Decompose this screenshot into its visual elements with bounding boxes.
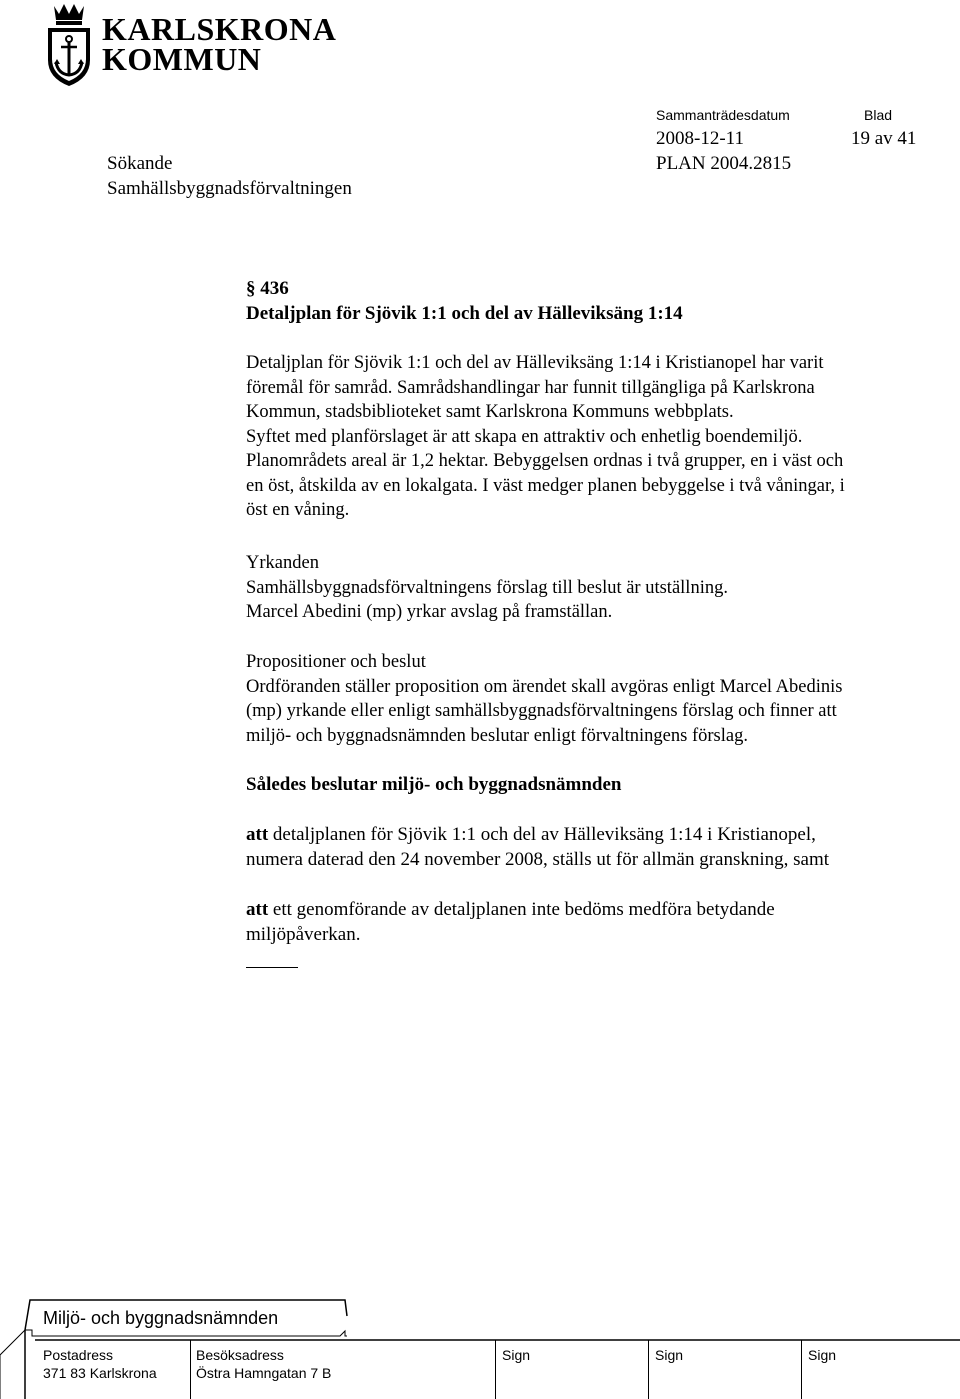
applicant-value: Samhällsbyggnadsförvaltningen [107,178,352,199]
footer-sign-3: Sign [808,1347,837,1363]
anchor-crown-emblem-icon [44,2,94,88]
intro-line: öst en våning. [246,500,350,520]
footer-divider [190,1340,191,1399]
att-2-line-1: ett genomförande av detaljplanen inte bedöms medföra betydande [268,899,775,920]
end-separator [246,967,298,968]
decision-att-2 [246,898,775,947]
intro-line: Planområdets areal är 1,2 hektar. Bebyggelsen ordnas i två grupper, en i väst och [246,451,844,471]
footer-visit-label: Besöksadress [196,1347,284,1363]
propositioner-line: (mp) yrkande eller enligt samhällsbyggnadsförvaltningens förslag och finner att [246,701,837,721]
footer-sign-1: Sign [502,1347,531,1363]
meeting-date-value: 2008-12-11 [656,128,744,149]
logo-wordmark [102,11,342,77]
intro-line: föremål för samråd. Samrådshandlingar har funnit tillgängliga på Karlskrona [246,377,815,398]
propositioner-section [246,650,842,748]
yrkanden-heading: Yrkanden [246,553,319,573]
yrkanden-line: Samhällsbyggnadsförvaltningens förslag till beslut är utställning. [246,577,728,598]
page-value: 19 av 41 [851,128,917,149]
yrkanden-section [246,551,728,625]
section-number: § 436 [246,278,289,299]
att-1-line-2: numera daterad den 24 november 2008, ställs ut för allmän granskning, samt [246,848,830,870]
logo-line-1: KARLSKRONA [102,11,337,47]
att-1-line-1: detaljplanen för Sjövik 1:1 och del av Hälleviksäng 1:14 i Kristianopel, [268,824,816,845]
meeting-date-label: Sammanträdesdatum [656,107,790,123]
footer-sign-2: Sign [655,1347,684,1363]
section-title: Detaljplan för Sjövik 1:1 och del av Hälleviksäng 1:14 [246,303,683,324]
intro-line: en öst, åtskilda av en lokalgata. I väst medger planen bebyggelse i två våningar, i [246,475,845,496]
footer-visit-value: Östra Hamngatan 7 B [196,1365,332,1381]
footer-divider [801,1340,802,1399]
case-number: PLAN 2004.2815 [656,153,792,174]
page-label: Blad [864,107,893,123]
footer-divider [495,1340,496,1399]
logo-line-2: KOMMUN [102,41,262,77]
att-keyword: att [246,824,269,845]
intro-line: Kommun, stadsbiblioteket samt Karlskrona Kommuns webbplats. [246,402,734,422]
intro-line: Syftet med planförslaget är att skapa en attraktiv och enhetlig boendemiljö. [246,426,803,447]
footer-committee: Miljö- och byggnadsnämnden [43,1308,279,1328]
propositioner-line: miljö- och byggnadsnämnden beslutar enligt förvaltningens förslag. [246,725,748,746]
intro-paragraph [246,351,845,523]
propositioner-line: Ordföranden ställer proposition om ärendet skall avgöras enligt Marcel Abedinis [246,676,843,697]
applicant-label: Sökande [107,153,173,174]
propositioner-heading: Propositioner och beslut [246,652,426,672]
footer-postal-label: Postadress [43,1347,114,1363]
att-2-line-2: miljöpåverkan. [246,923,361,945]
decision-heading: Således beslutar miljö- och byggnadsnämnden [246,774,622,795]
att-keyword: att [246,899,269,920]
footer-postal-value: 371 83 Karlskrona [43,1365,157,1381]
intro-line: Detaljplan för Sjövik 1:1 och del av Hälleviksäng 1:14 i Kristianopel har varit [246,353,824,373]
yrkanden-line: Marcel Abedini (mp) yrkar avslag på framställan. [246,602,613,622]
footer-divider [648,1340,649,1399]
decision-att-1 [246,823,829,872]
